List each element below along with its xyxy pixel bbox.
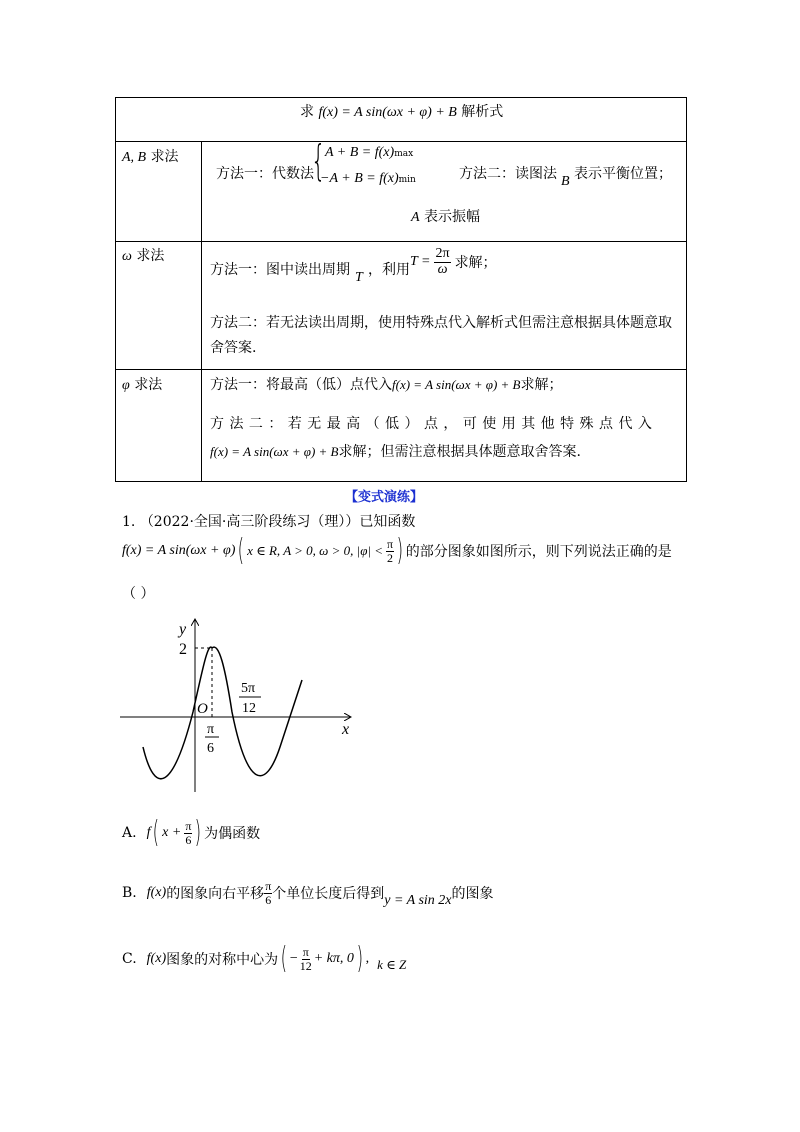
phi-method1: 方法一：将最高（低）点代入f(x) = A sin(ωx + φ) + B求解；: [210, 377, 563, 393]
sine-graph: [115, 612, 365, 797]
question-source: 1. （2022·全国·高三阶段练习（理））已知函数: [122, 514, 416, 530]
option-b: B. f(x) 的图象向右平移 $\frac{\pi}{6}$ 个单位长度后得到 y = A sin 2x 的图象: [122, 879, 494, 909]
row-label-ab: A, B 求法: [122, 149, 179, 165]
row-label-phi: φ 求法: [122, 377, 163, 393]
y-label: y: [179, 621, 187, 638]
var-t: T: [355, 270, 363, 285]
formula: f(x) = A sin(ωx + φ) + B: [318, 105, 457, 120]
brace: {: [311, 136, 326, 185]
omega-method2-line2: 舍答案.: [210, 340, 257, 356]
row-label-omega: ω 求法: [122, 248, 165, 264]
eq-max: A + B = f(x)max: [325, 145, 414, 160]
tick2-den: 12: [242, 701, 256, 716]
option-c: C. f(x) 图象的对称中心为 ( − $\frac{\pi}{12}$ + kπ, 0 ) , k ∈ Z: [122, 941, 407, 976]
tick1-num: π: [207, 722, 215, 737]
omega-method1: 方法一：图中读出周期: [210, 262, 350, 278]
option-a: A. f ( x + $\frac{\pi}{6}$ ) 为偶函数: [122, 815, 261, 850]
eq-min: −A + B = f(x)min: [320, 171, 416, 186]
table-header: 求 f(x) = A sin(ωx + φ) + B 解析式: [300, 104, 504, 120]
sine-curve: [143, 647, 302, 779]
omega-method2-line1: 方法二：若无法读出周期，使用特殊点代入解析式但需注意根据具体题意取: [210, 315, 672, 331]
origin-label: O: [197, 701, 208, 717]
x-label: x: [342, 721, 350, 738]
method1-algebra: 方法一：代数法: [216, 166, 314, 182]
tick1-den: 6: [207, 741, 214, 756]
tick2-num: 5π: [241, 681, 256, 696]
period-formula: T = $\frac{2\pi}{\omega}$ 求解；: [410, 246, 497, 277]
var-b: B: [561, 174, 570, 189]
phi-method2-line1: 方 法 二 ： 若 无 最 高 （ 低 ） 点 ， 可 使 用 其 他 特 殊 点 代 入: [210, 416, 653, 432]
max-value: 2: [179, 641, 187, 658]
balance-text: 表示平衡位置；: [574, 166, 672, 182]
question-stem: f(x) = A sin(ωx + φ) ( x ∈ R, A > 0, ω > 0, |φ| < $\frac{\pi}{2}$ ) 的部分图象如图所示，则下列说法正确的是: [122, 533, 672, 568]
answer-blank: （ ）: [122, 586, 155, 602]
section-title: 【变式演练】: [345, 490, 424, 505]
method2-graph: 方法二：读图法: [459, 166, 557, 182]
use-text: ，利用: [368, 262, 410, 278]
phi-method2-line2: f(x) = A sin(ωx + φ) + B求解；但需注意根据具体题意取舍答案.: [210, 444, 581, 460]
amplitude-line: A 表示振幅: [411, 209, 481, 225]
